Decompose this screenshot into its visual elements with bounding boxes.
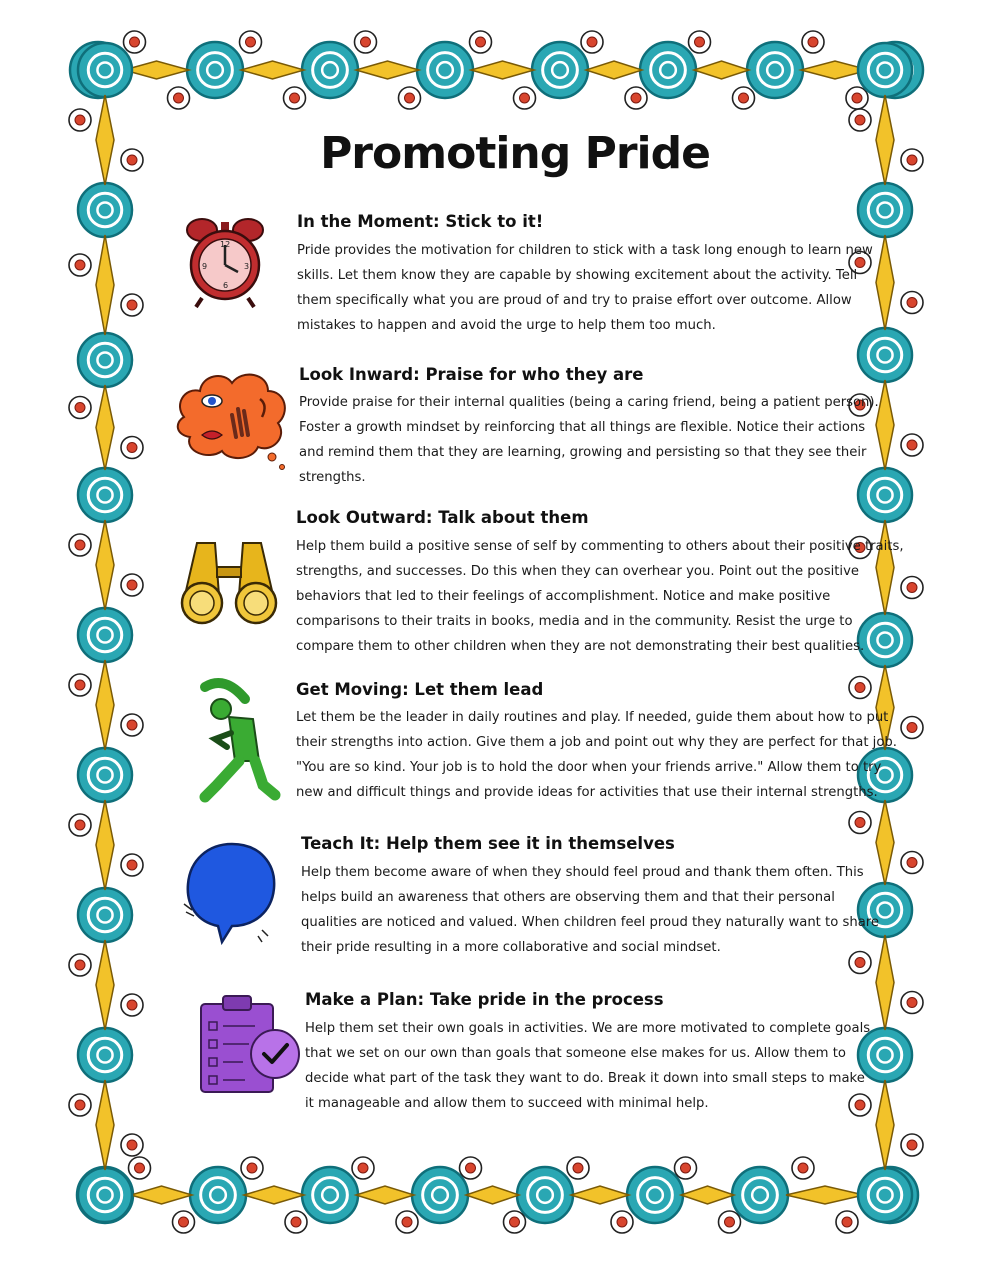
red-dot-icon [127, 300, 137, 310]
red-dot-icon [127, 720, 137, 730]
gold-diamond [96, 95, 114, 185]
clipboard-checklist-icon [193, 992, 303, 1097]
binoculars-icon [175, 535, 285, 630]
teal-swirl-icon [78, 333, 132, 387]
red-dot-icon [520, 93, 530, 103]
gold-diamond [876, 95, 894, 185]
gold-diamond [466, 1186, 519, 1204]
red-dot-icon [75, 403, 85, 413]
red-dot-icon [466, 1163, 476, 1173]
red-dot-icon [842, 1217, 852, 1227]
red-dot-icon [587, 37, 597, 47]
teal-swirl-icon [532, 42, 588, 98]
teal-swirl-icon [78, 468, 132, 522]
section-heading: Teach It: Help them see it in themselves [301, 834, 675, 853]
red-dot-icon [855, 818, 865, 828]
red-dot-icon [907, 155, 917, 165]
red-dot-icon [510, 1217, 520, 1227]
svg-text:9: 9 [202, 262, 208, 271]
red-dot-icon [75, 540, 85, 550]
gold-diamond [96, 660, 114, 750]
teal-swirl-icon [640, 42, 696, 98]
gold-diamond [241, 61, 304, 79]
teal-swirl-icon [412, 1167, 468, 1223]
gold-diamond [786, 1186, 864, 1204]
red-dot-icon [907, 1140, 917, 1150]
red-dot-icon [855, 115, 865, 125]
red-dot-icon [290, 93, 300, 103]
red-dot-icon [695, 37, 705, 47]
teal-swirl-icon [747, 42, 803, 98]
red-dot-icon [291, 1217, 301, 1227]
teal-swirl-icon [78, 748, 132, 802]
red-dot-icon [852, 93, 862, 103]
section-heading: Make a Plan: Take pride in the process [305, 990, 664, 1009]
teal-swirl-icon [858, 183, 912, 237]
teal-swirl-icon [78, 43, 132, 97]
red-dot-icon [405, 93, 415, 103]
red-dot-icon [127, 1000, 137, 1010]
teal-swirl-icon [187, 42, 243, 98]
teal-swirl-icon [78, 1028, 132, 1082]
teal-swirl-icon [302, 42, 358, 98]
red-dot-icon [127, 1140, 137, 1150]
gold-diamond [571, 1186, 629, 1204]
red-dot-icon [130, 37, 140, 47]
gold-diamond [244, 1186, 304, 1204]
teal-swirl-icon [190, 1167, 246, 1223]
section-body: Provide praise for their internal qualities (being a caring friend, being a patient person). Foster a growth mindset by reinforcing that all things are flexible. Notice their actions and remind them that they are learning, growing and persisting so that they see their strengths. [299, 395, 879, 485]
gold-diamond [356, 1186, 414, 1204]
section-body: Help them set their own goals in activities. We are more motivated to complete goals that we set on our own than goals that someone else makes for us. Allow them to decide what part of the task they want to do. Break it down into small steps to make it manageable and allow them to succeed with minimal help. [305, 1021, 871, 1111]
red-dot-icon [75, 260, 85, 270]
thought-bubble-senses-icon [172, 365, 294, 475]
red-dot-icon [907, 440, 917, 450]
gold-diamond [356, 61, 419, 79]
red-dot-icon [247, 1163, 257, 1173]
teal-swirl-icon [858, 1168, 912, 1222]
red-dot-icon [798, 1163, 808, 1173]
red-dot-icon [681, 1163, 691, 1173]
red-dot-icon [75, 960, 85, 970]
red-dot-icon [907, 723, 917, 733]
section-heading: Look Inward: Praise for who they are [299, 365, 644, 384]
red-dot-icon [739, 93, 749, 103]
teal-swirl-icon [858, 43, 912, 97]
teal-swirl-icon [732, 1167, 788, 1223]
section-body: Help them build a positive sense of self by commenting to others about their positive traits, strengths, and successes. Do this when they can overhear you. Point out the positive behaviors that led to their feelings of accomplishment. Notice and make positive comparisons to their traits in books, media and in the community. Resist the urge to compare them to other children when they are not demonstrating their best qualities. [296, 539, 904, 654]
red-dot-icon [174, 93, 184, 103]
red-dot-icon [179, 1217, 189, 1227]
teal-swirl-icon [302, 1167, 358, 1223]
red-dot-icon [907, 998, 917, 1008]
gold-diamond [876, 1080, 894, 1170]
red-dot-icon [75, 115, 85, 125]
red-dot-icon [361, 37, 371, 47]
teal-swirl-icon [417, 42, 473, 98]
gold-diamond [96, 940, 114, 1030]
red-dot-icon [631, 93, 641, 103]
red-dot-icon [127, 443, 137, 453]
red-dot-icon [246, 37, 256, 47]
gold-diamond [876, 235, 894, 330]
svg-text:12: 12 [220, 240, 231, 249]
red-dot-icon [476, 37, 486, 47]
gold-diamond [96, 520, 114, 610]
teal-swirl-icon [78, 183, 132, 237]
section-body: Pride provides the motivation for children to stick with a task long enough to learn new skills. Let them know they are capable by showing excitement about the activity. Tell them specifically what you are proud of and try to praise effort over outcome. Allow mistakes to happen and avoid the urge to help them too much. [297, 243, 873, 333]
stretching-person-icon [195, 673, 285, 803]
gold-diamond [96, 800, 114, 890]
red-dot-icon [907, 298, 917, 308]
teal-swirl-icon [627, 1167, 683, 1223]
gold-diamond [124, 61, 189, 79]
gold-diamond [694, 61, 749, 79]
red-dot-icon [907, 583, 917, 593]
red-dot-icon [808, 37, 818, 47]
teal-swirl-icon [78, 888, 132, 942]
teal-swirl-icon [78, 608, 132, 662]
red-dot-icon [127, 580, 137, 590]
red-dot-icon [907, 858, 917, 868]
red-dot-icon [617, 1217, 627, 1227]
gold-diamond [681, 1186, 734, 1204]
section-heading: Get Moving: Let them lead [296, 680, 544, 699]
gold-diamond [471, 61, 534, 79]
teal-swirl-icon [78, 1168, 132, 1222]
gold-diamond [96, 385, 114, 470]
teal-swirl-icon [517, 1167, 573, 1223]
red-dot-icon [135, 1163, 145, 1173]
section-body: Help them become aware of when they should feel proud and thank them often. This helps build an awareness that others are observing them and that their personal qualities are noticed and valued. When children feel proud they naturally want to share their pride resulting in a more collaborative and social mindset. [301, 865, 880, 955]
gold-diamond [586, 61, 642, 79]
section-body: Let them be the leader in daily routines and play. If needed, guide them about how to put their strengths into action. Give them a job and point out why they are perfect for that job. "You are so kind. Your job is to hold the door when your friends arrive." Allow them to try new and difficult things and provide ideas for activities that use their internal strengths. [296, 710, 897, 800]
red-dot-icon [573, 1163, 583, 1173]
gold-diamond [131, 1186, 192, 1204]
section-heading: Look Outward: Talk about them [296, 508, 589, 527]
alarm-clock-icon [180, 210, 270, 310]
red-dot-icon [127, 860, 137, 870]
red-dot-icon [75, 680, 85, 690]
red-dot-icon [402, 1217, 412, 1227]
red-dot-icon [725, 1217, 735, 1227]
red-dot-icon [855, 683, 865, 693]
gold-diamond [96, 1080, 114, 1170]
red-dot-icon [358, 1163, 368, 1173]
page-title: Promoting Pride [320, 128, 710, 179]
red-dot-icon [75, 820, 85, 830]
section-heading: In the Moment: Stick to it! [297, 212, 544, 231]
red-dot-icon [75, 1100, 85, 1110]
svg-text:3: 3 [244, 262, 250, 271]
speech-bubble-icon [180, 838, 280, 948]
gold-diamond [96, 235, 114, 335]
red-dot-icon [127, 155, 137, 165]
svg-text:6: 6 [223, 281, 229, 290]
